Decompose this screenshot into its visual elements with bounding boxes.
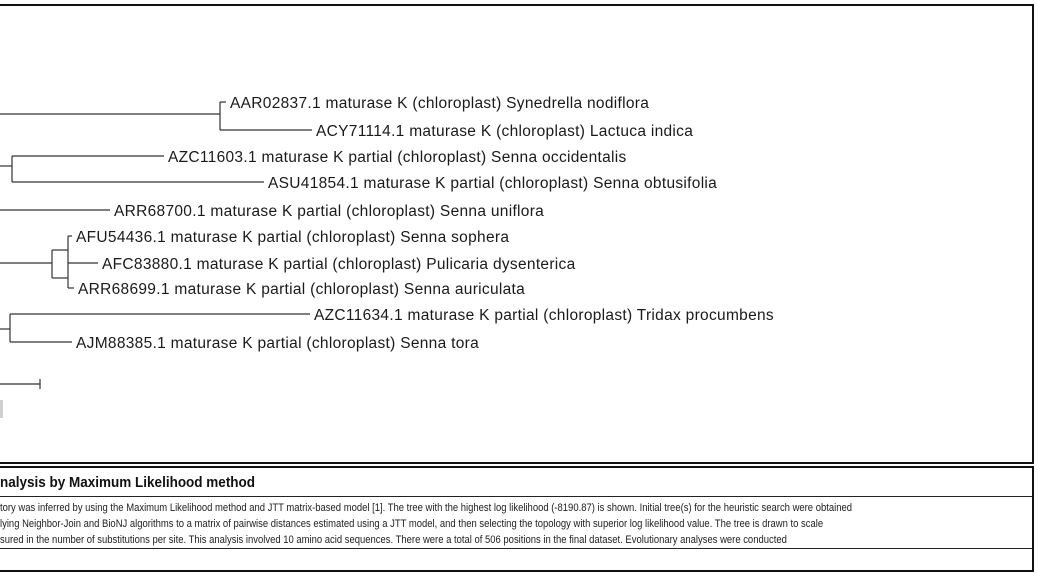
phylogenetic-tree <box>0 6 1034 464</box>
leaf-label-5: ARR68700.1 maturase K partial (chloroplast) Senna uniflora <box>114 203 545 220</box>
scale-bar <box>0 379 40 418</box>
caption-line-2: lying Neighbor-Join and BioNJ algorithms to a matrix of pairwise distances estimated using a JTT model, and then selecting the topology with superior log likelihood value. The tree is drawn to scale <box>0 518 824 530</box>
caption-title: nalysis by Maximum Likelihood method <box>0 474 256 491</box>
leaf-label-9: AZC11634.1 maturase K partial (chloroplast) Tridax procumbens <box>314 307 774 324</box>
caption-rule-top <box>0 496 1032 497</box>
tree-panel <box>0 4 1034 464</box>
caption-line-3: sured in the number of substitutions per site. This analysis involved 10 amino acid sequences. There were a total of 506 positions in the final dataset. Evolutionary analyses were conducted <box>0 534 787 546</box>
leaf-label-7: AFC83880.1 maturase K partial (chloroplast) Pulicaria dysenterica <box>102 256 576 273</box>
leaf-label-3: AZC11603.1 maturase K partial (chloroplast) Senna occidentalis <box>168 149 627 166</box>
leaf-label-1: AAR02837.1 maturase K (chloroplast) Synedrella nodiflora <box>230 95 650 112</box>
leaf-label-10: AJM88385.1 maturase K partial (chloroplast) Senna tora <box>76 335 480 352</box>
caption-line-1: tory was inferred by using the Maximum Likelihood method and JTT matrix-based model [1]. The tree with the highest log likelihood (-8190.87) is shown. Initial tree(s) for the heuristic search were obtained <box>0 502 853 514</box>
leaf-label-2: ACY71114.1 maturase K (chloroplast) Lactuca indica <box>316 123 694 140</box>
leaf-label-6: AFU54436.1 maturase K partial (chloroplast) Senna sophera <box>76 229 510 246</box>
scale-bar-label-fragment <box>0 400 3 418</box>
tree-branches <box>0 102 312 342</box>
leaf-label-4: ASU41854.1 maturase K partial (chloroplast) Senna obtusifolia <box>268 175 718 192</box>
figure-caption <box>0 466 1034 572</box>
leaf-label-8: ARR68699.1 maturase K partial (chloroplast) Senna auriculata <box>78 281 526 298</box>
caption-rule-bottom <box>0 548 1032 549</box>
